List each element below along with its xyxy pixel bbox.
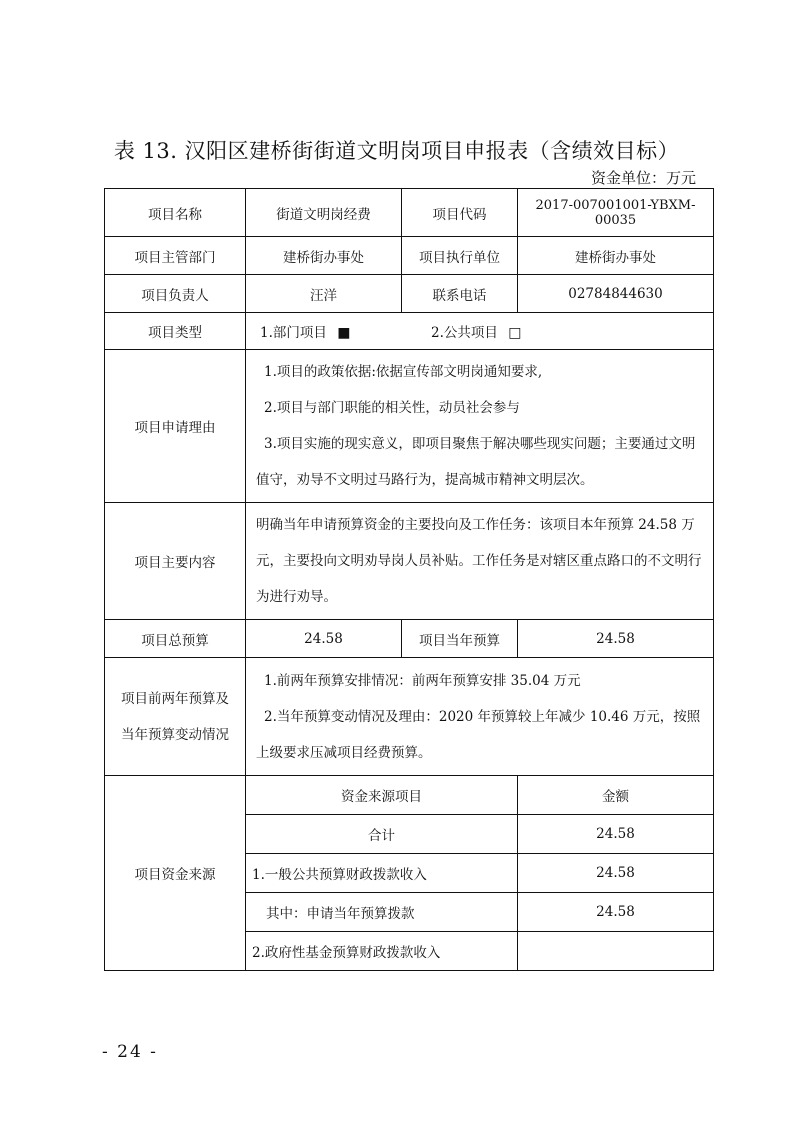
fund-source-amount: 24.58 <box>518 854 714 893</box>
checked-box-icon: ■ <box>337 325 351 341</box>
fund-source-label: 项目资金来源 <box>105 776 246 971</box>
fund-source-amount: 24.58 <box>518 893 714 932</box>
type-label: 项目类型 <box>105 313 246 350</box>
year-budget-label: 项目当年预算 <box>402 620 518 658</box>
phone-value: 02784844630 <box>518 275 714 313</box>
owner-value: 汪洋 <box>246 275 402 313</box>
total-budget-label: 项目总预算 <box>105 620 246 658</box>
budget-change-label-line: 当年预算变动情况 <box>121 726 229 743</box>
unchecked-box-icon: □ <box>508 325 522 341</box>
fund-source-header-item: 资金来源项目 <box>246 776 518 815</box>
fund-source-item: 其中：申请当年预算拨款 <box>246 893 518 932</box>
reason-label: 项目申请理由 <box>105 350 246 503</box>
dept-value: 建桥街办事处 <box>246 237 402 275</box>
phone-label: 联系电话 <box>402 275 518 313</box>
type-option-dept: 1.部门项目 <box>260 325 327 341</box>
project-name-value: 街道文明岗经费 <box>246 189 402 237</box>
budget-change-label <box>105 658 246 776</box>
budget-change-item: 2.当年预算变动情况及理由：2020 年预算较上年减少 10.46 万元，按照上级要求压减项目经费预算。 <box>256 708 701 761</box>
budget-change-item: 1.前两年预算安排情况：前两年预算安排 35.04 万元 <box>264 672 581 689</box>
exec-unit-label: 项目执行单位 <box>402 237 518 275</box>
budget-change-label-line: 项目前两年预算及 <box>121 690 229 707</box>
currency-unit: 资金单位：万元 <box>590 169 696 187</box>
type-option-public: 2.公共项目 <box>431 325 498 341</box>
type-options <box>246 313 714 350</box>
content-paragraph: 明确当年申请预算资金的主要投向及工作任务：该项目本年预算 24.58 万元，主要投向文明劝导岗人员补贴。工作任务是对辖区重点路口的不文明行为进行劝导。 <box>256 517 702 605</box>
page-number: - 24 - <box>102 1042 158 1062</box>
exec-unit-value: 建桥街办事处 <box>518 237 714 275</box>
budget-change-text <box>246 658 714 776</box>
reason-item: 2.项目与部门职能的相关性，动员社会参与 <box>264 400 520 416</box>
total-budget-value: 24.58 <box>246 620 402 658</box>
reason-text <box>246 350 714 503</box>
fund-source-item: 1.一般公共预算财政拨款收入 <box>246 854 518 893</box>
project-code-value: 2017-007001001-YBXM-00035 <box>518 189 714 237</box>
content-label: 项目主要内容 <box>105 503 246 620</box>
dept-label: 项目主管部门 <box>105 237 246 275</box>
project-code-label: 项目代码 <box>402 189 518 237</box>
fund-source-item: 2.政府性基金预算财政拨款收入 <box>246 932 518 971</box>
fund-source-amount <box>518 932 714 971</box>
owner-label: 项目负责人 <box>105 275 246 313</box>
fund-source-item: 合计 <box>246 815 518 854</box>
content-text <box>246 503 714 620</box>
project-name-label: 项目名称 <box>105 189 246 237</box>
application-table <box>104 188 714 971</box>
reason-item: 1.项目的政策依据:依据宣传部文明岗通知要求, <box>264 364 543 380</box>
page-title: 表 13. 汉阳区建桥街街道文明岗项目申报表（含绩效目标） <box>113 139 680 163</box>
reason-item: 3.项目实施的现实意义，即项目聚焦于解决哪些现实问题；主要通过文明值守，劝导不文明过马路行为，提高城市精神文明层次。 <box>256 436 696 488</box>
fund-source-header-amount: 金额 <box>518 776 714 815</box>
fund-source-amount: 24.58 <box>518 815 714 854</box>
year-budget-value: 24.58 <box>518 620 714 658</box>
